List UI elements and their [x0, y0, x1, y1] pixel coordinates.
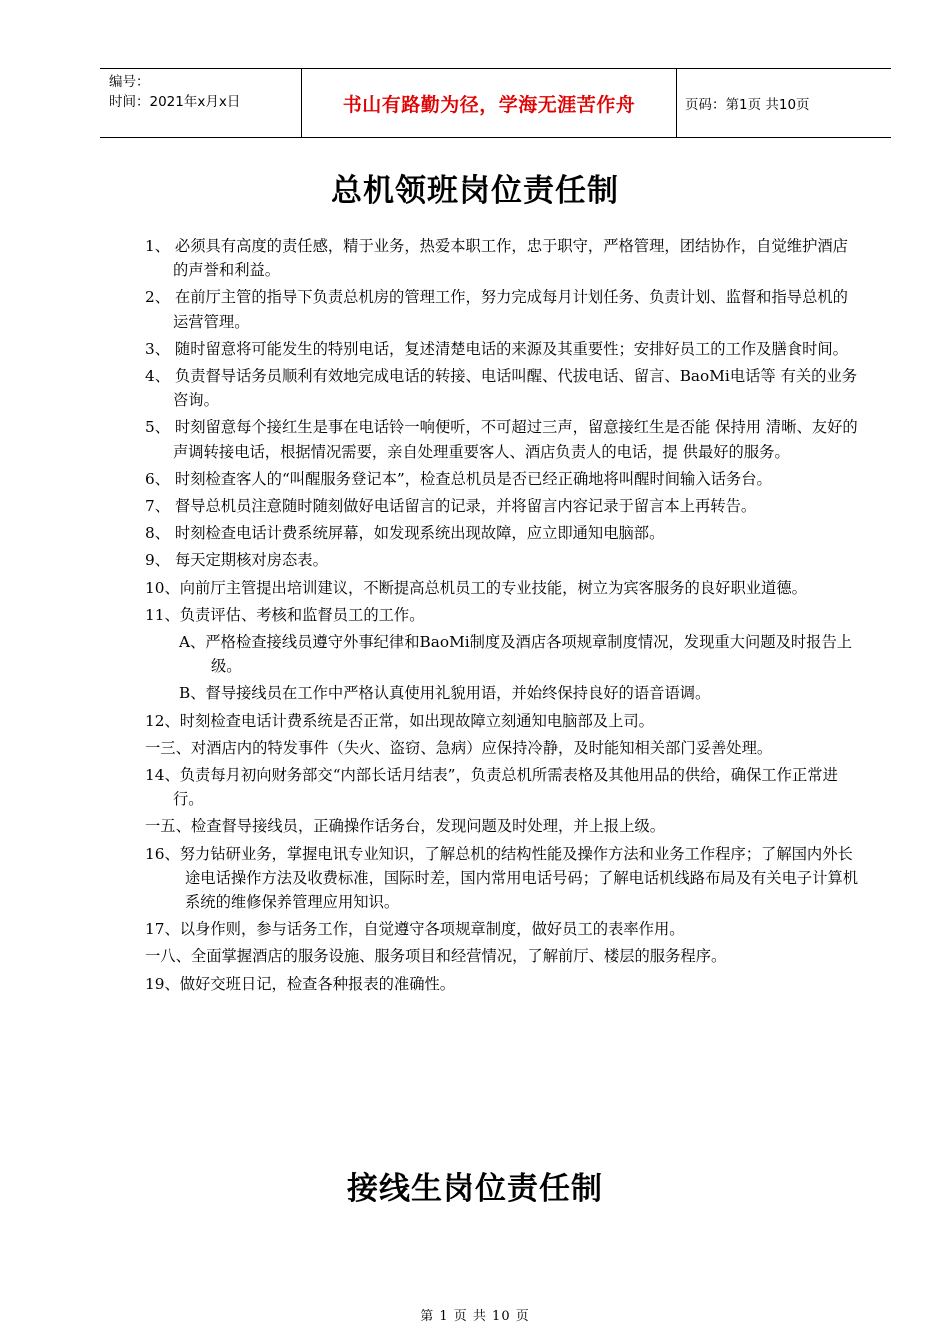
duty-item-3: 3、 随时留意将可能发生的特别电话，复述清楚电话的来源及其重要性；安排好员工的工作及膳食时间。	[145, 339, 848, 358]
duty-item-4: 4、 负责督导话务员顺利有效地完成电话的转接、电话叫醒、代拔电话、留言、BaoMi电话等 有关的业务咨询。	[145, 367, 858, 410]
duty-item-1: 1、 必须具有高度的责任感，精于业务，热爱本职工作，忠于职守，严格管理，团结协作，自觉维护酒店的声誉和利益。	[145, 237, 848, 280]
duty-item-15: 一五、检查督导接线员，正确操作话务台，发现问题及时处理，并上报上级。	[145, 817, 666, 836]
duty-subitem-a: A、严格检查接线员遵守外事纪律和BaoMi制度及酒店各项规章制度情况，发现重大问题及时报告上级。	[179, 633, 853, 676]
duty-subitem-b: B、督导接线员在工作中严格认真使用礼貌用语，并始终保持良好的语音语调。	[179, 684, 711, 703]
duty-item-13: 一三、对酒店内的特发事件（失火、盗窃、急病）应保持冷静，及时能知相关部门妥善处理。	[145, 738, 773, 757]
duty-item-10: 10、向前厅主管提出培训建议，不断提高总机员工的专业技能，树立为宾客服务的良好职业道德。	[145, 578, 807, 597]
duty-item-11: 11、负责评估、考核和监督员工的工作。	[145, 605, 425, 624]
header-table	[100, 68, 891, 138]
duty-item-19: 19、做好交班日记，检查各种报表的准确性。	[145, 974, 456, 993]
duty-item-16: 16、努力钻研业务，掌握电讯专业知识，了解总机的结构性能及操作方法和业务工作程序；了解国内外长途电话操作方法及收费标准，国际时差，国内常用电话号码；了解电话机线路布局及有关电子计算机系统的维修保养管理应用知识。	[145, 844, 859, 912]
duty-item-14: 14、负责每月初向财务部交“内部长话月结表”，负责总机所需表格及其他用品的供给，确保工作正常进行。	[145, 766, 838, 809]
duty-item-17: 17、以身作则，参与话务工作，自觉遵守各项规章制度，做好员工的表率作用。	[145, 920, 685, 939]
duty-item-5: 5、 时刻留意每个接红生是事在电话铃一响便听，不可超过三声，留意接红生是否能 保持用 清晰、友好的声调转接电话，根据情况需要，亲自处理重要客人、酒店负责人的电话，提 供最好的服务。	[145, 418, 858, 461]
header-meta-cell	[100, 69, 302, 137]
header-meta	[109, 72, 240, 112]
section-title-1: 总机领班岗位责任制	[331, 173, 619, 209]
header-motto-cell	[302, 69, 677, 137]
duty-item-8: 8、 时刻检查电话计费系统屏幕，如发现系统出现故障，应立即通知电脑部。	[145, 524, 665, 543]
page-info: 页码：第1页 共10页	[685, 97, 810, 113]
duty-item-12: 12、时刻检查电话计费系统是否正常，如出现故障立刻通知电脑部及上司。	[145, 711, 654, 730]
time-label: 时间：2021年x月x日	[109, 94, 241, 110]
duty-item-7: 7、 督导总机员注意随时随刻做好电话留言的记录，并将留言内容记录于留言本上再转告。	[145, 497, 757, 516]
duty-item-2: 2、 在前厅主管的指导下负责总机房的管理工作，努力完成每月计划任务、负责计划、监督和指导总机的运营管理。	[145, 288, 848, 331]
number-label: 编号：	[109, 74, 150, 90]
section-title-2: 接线生岗位责任制	[347, 1171, 603, 1207]
duty-item-6: 6、 时刻检查客人的“叫醒服务登记本”，检查总机员是否已经正确地将叫醒时间输入话务台。	[145, 469, 772, 488]
page-footer: 第 1 页 共 10 页	[420, 1309, 530, 1324]
motto: 书山有路勤为径，学海无涯苦作舟	[342, 93, 636, 116]
duty-item-18: 一八、全面掌握酒店的服务设施、服务项目和经营情况，了解前厅、楼层的服务程序。	[145, 947, 727, 966]
duty-item-9: 9、 每天定期核对房态表。	[145, 551, 328, 570]
header-page-cell	[677, 69, 891, 137]
duty-list	[145, 234, 860, 999]
